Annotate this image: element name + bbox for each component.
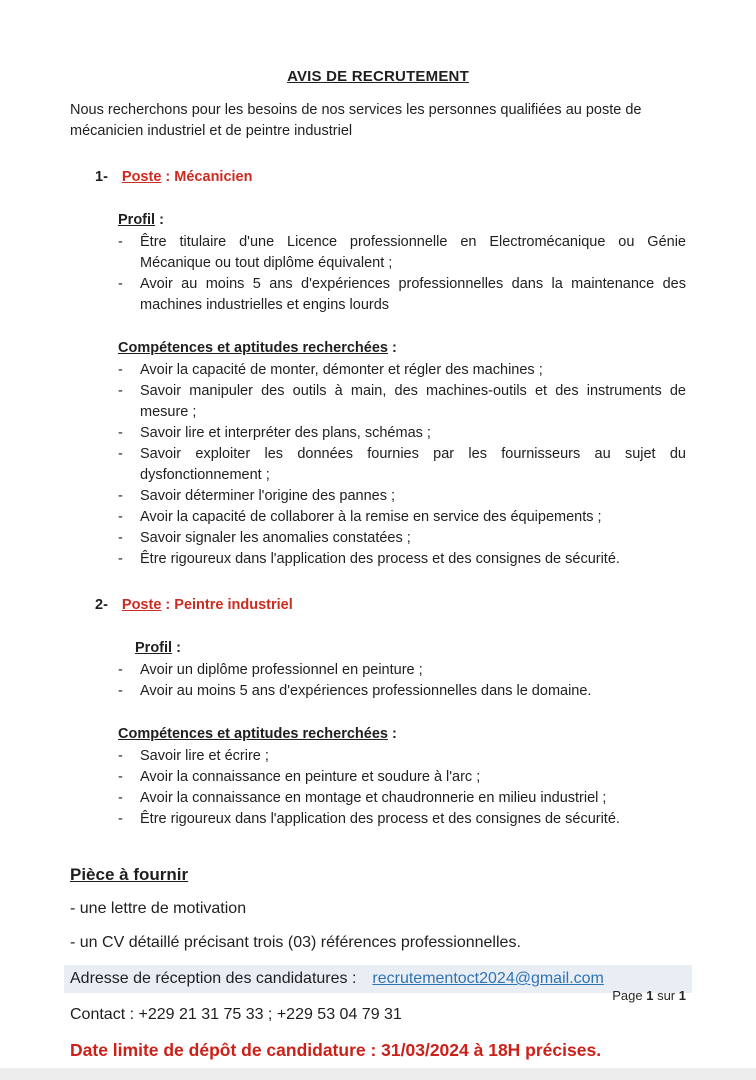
section-2-competences-list (118, 746, 686, 830)
piece-item: - un CV détaillé précisant trois (03) références professionnelles. (70, 934, 521, 951)
section-2-body (118, 638, 686, 830)
list-item-text: Avoir la connaissance en montage et chaudronnerie en milieu industriel ; (140, 790, 607, 806)
address-line (64, 965, 692, 993)
list-item (118, 528, 686, 549)
bullet-dash: - (118, 383, 123, 399)
bullet-dash: - (118, 551, 123, 567)
section-2-competences-label: Compétences et aptitudes recherchées (118, 726, 388, 742)
bullet-dash: - (118, 790, 123, 806)
bullet-dash: - (118, 425, 123, 441)
list-item-text: Avoir au moins 5 ans d'expériences professionnelles dans le domaine. (140, 683, 592, 699)
section-2-profil-heading (135, 638, 686, 659)
bullet-dash: - (118, 811, 123, 827)
bullet-dash: - (118, 769, 123, 785)
section-2-competences-colon: : (387, 726, 397, 742)
section-1-competences-label: Compétences et aptitudes recherchées (118, 340, 388, 356)
section-2-profil-colon: : (172, 640, 181, 656)
section-1-heading (95, 167, 686, 188)
piece-item: - une lettre de motivation (70, 900, 247, 917)
section-1-number: 1- (95, 169, 108, 185)
footer-page-total: 1 (678, 988, 686, 1003)
section-2-competences-heading (118, 724, 686, 745)
email-link[interactable]: recrutementoct2024@gmail.com (372, 970, 604, 987)
list-item (118, 423, 686, 444)
footer-page-current: 1 (646, 988, 654, 1003)
document-content (70, 0, 686, 1063)
page-number-footer (612, 988, 686, 1003)
list-item-text: Savoir signaler les anomalies constatées ; (140, 530, 411, 546)
bullet-dash: - (118, 530, 123, 546)
section-1-competences-list (118, 360, 686, 570)
list-item (118, 507, 686, 528)
list-item (118, 767, 686, 788)
bullet-dash: - (118, 748, 123, 764)
section-1-poste-label: Poste (121, 169, 162, 185)
section-2-profil-label: Profil (135, 640, 173, 656)
address-label: Adresse de réception des candidatures : (70, 970, 357, 987)
list-item-text: Avoir la connaissance en peinture et soudure à l'arc ; (140, 769, 481, 785)
section-1-profil-heading (118, 210, 686, 231)
section-2-number: 2- (95, 597, 108, 613)
bullet-dash: - (118, 683, 123, 699)
list-item (118, 660, 686, 681)
list-item-text: Savoir manipuler des outils à main, des machines-outils et des instruments de mesure ; (140, 383, 686, 420)
bullet-dash: - (118, 509, 123, 525)
section-1-profil-colon: : (155, 212, 164, 228)
list-item (118, 788, 686, 809)
contact-line: Contact : +229 21 31 75 33 ; +229 53 04 79 31 (70, 1006, 402, 1023)
list-item (118, 381, 686, 423)
bullet-dash: - (118, 276, 123, 292)
section-2-profil-list (118, 660, 686, 702)
deadline-text: Date limite de dépôt de candidature : 31/03/2024 à 18H précises. (70, 1040, 602, 1060)
list-item-text: Savoir lire et interpréter des plans, schémas ; (140, 425, 431, 441)
intro-paragraph: Nous recherchons pour les besoins de nos services les personnes qualifiées au poste de mécanicien industriel et de peintre industriel (70, 102, 642, 139)
list-item (118, 232, 686, 274)
list-item-text: Être titulaire d'une Licence professionnelle en Electromécanique ou Génie Mécanique ou tout diplôme équivalent ; (140, 234, 686, 271)
list-item-text: Avoir au moins 5 ans d'expériences professionnelles dans la maintenance des machines industrielles et engins lourds (140, 276, 686, 313)
list-item (118, 444, 686, 486)
bullet-dash: - (118, 362, 123, 378)
list-item (118, 486, 686, 507)
list-item-text: Avoir un diplôme professionnel en peinture ; (140, 662, 423, 678)
list-item (118, 360, 686, 381)
footer-separator: sur (657, 988, 676, 1003)
list-item-text: Savoir déterminer l'origine des pannes ; (140, 488, 396, 504)
list-item-text: Savoir lire et écrire ; (140, 748, 269, 764)
section-1-body (118, 210, 686, 570)
pieces-heading: Pièce à fournir (70, 865, 189, 884)
bullet-dash: - (118, 662, 123, 678)
list-item (118, 809, 686, 830)
list-item-text: Avoir la capacité de monter, démonter et régler des machines ; (140, 362, 543, 378)
section-2-poste-value: : Peintre industriel (161, 597, 293, 613)
list-item-text: Avoir la capacité de collaborer à la remise en service des équipements ; (140, 509, 602, 525)
section-1-poste-value: : Mécanicien (161, 169, 253, 185)
section-2-heading (95, 595, 686, 616)
list-item-text: Être rigoureux dans l'application des process et des consignes de sécurité. (140, 551, 620, 567)
list-item-text: Savoir exploiter les données fournies par les fournisseurs au sujet du dysfonctionnement ; (140, 446, 686, 483)
bullet-dash: - (118, 234, 123, 250)
list-item (118, 549, 686, 570)
page-bottom-edge (0, 1068, 756, 1080)
bullet-dash: - (118, 446, 123, 462)
list-item (118, 274, 686, 316)
section-1-profil-list (118, 232, 686, 316)
section-1-competences-heading (118, 338, 686, 359)
list-item-text: Être rigoureux dans l'application des process et des consignes de sécurité. (140, 811, 620, 827)
section-2-poste-label: Poste (121, 597, 162, 613)
document-title: AVIS DE RECRUTEMENT (287, 68, 469, 85)
list-item (118, 681, 686, 702)
footer-page-label: Page (612, 988, 643, 1003)
section-1-competences-colon: : (387, 340, 397, 356)
list-item (118, 746, 686, 767)
bullet-dash: - (118, 488, 123, 504)
section-1-profil-label: Profil (118, 212, 156, 228)
